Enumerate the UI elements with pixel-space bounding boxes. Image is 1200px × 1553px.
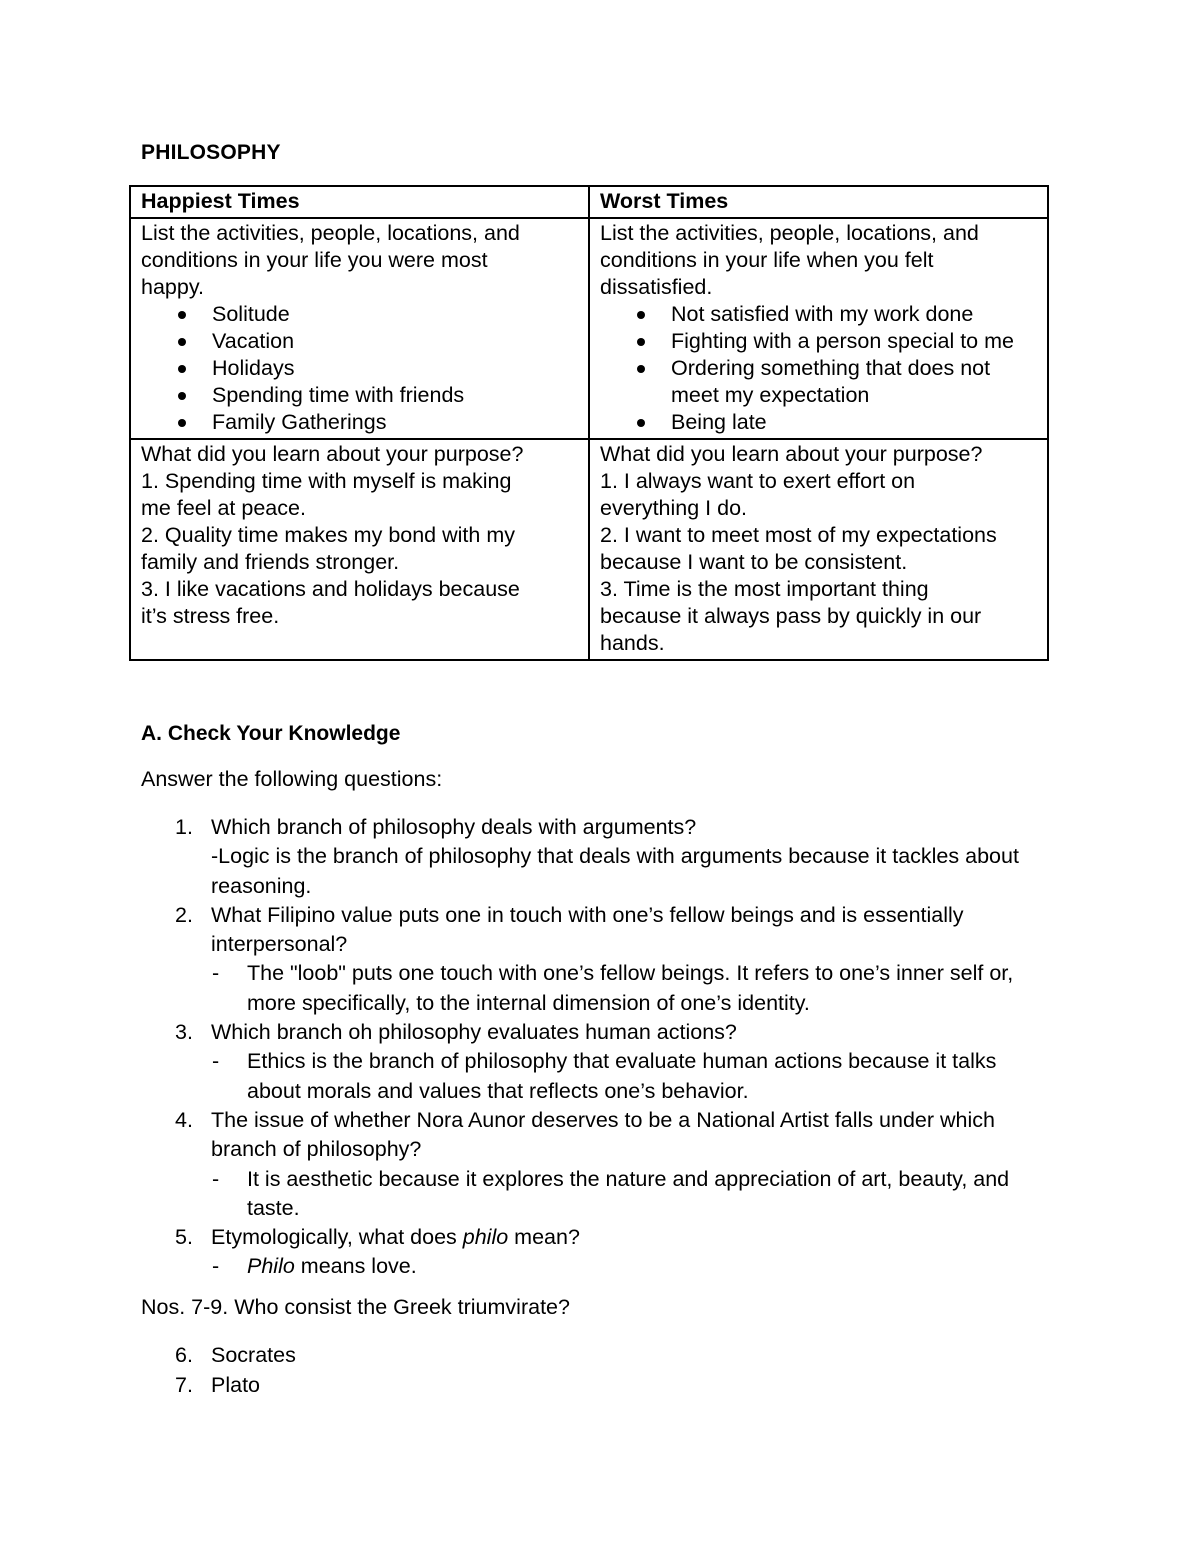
list-item: Vacation [141, 328, 578, 355]
question-number: 5. [175, 1225, 193, 1250]
question-text: Which branch of philosophy deals with arguments? [211, 815, 697, 839]
purpose-line: hands. [600, 631, 665, 655]
question-number: 2. [175, 902, 193, 927]
dash-marker: - [212, 1166, 220, 1191]
happiest-prompt-line: happy. [141, 275, 204, 299]
purpose-line: 2. I want to meet most of my expectations [600, 523, 997, 547]
list-item: Being late [600, 409, 1037, 436]
list-item: Family Gatherings [141, 409, 578, 436]
answer [211, 1047, 1056, 1106]
list-item: Spending time with friends [141, 382, 578, 409]
table-row [130, 218, 1048, 439]
purpose-line: 1. Spending time with myself is making [141, 469, 512, 493]
answer-text-italic: Philo [247, 1254, 295, 1279]
happiest-prompt-line: conditions in your life you were most [141, 248, 488, 272]
question-number: 3. [175, 1020, 193, 1045]
question-item [141, 813, 1056, 901]
purpose-line: 1. I always want to exert effort on [600, 469, 916, 493]
question-number: 1. [175, 815, 193, 839]
question-text [211, 1223, 1056, 1252]
question-text-part: mean? [508, 1225, 580, 1250]
philosopher-name: Plato [211, 1373, 261, 1397]
header-worst-times: Worst Times [589, 186, 1048, 218]
answer-text: means love. [294, 1254, 417, 1279]
happiest-cell [130, 218, 589, 439]
worst-prompt-line: dissatisfied. [600, 275, 713, 299]
dash-marker: - [212, 961, 220, 986]
purpose-line: because it always pass by quickly in our [600, 604, 982, 628]
purpose-line: 3. I like vacations and holidays because [141, 577, 520, 601]
question-item [141, 1106, 1056, 1223]
purpose-right-cell [589, 439, 1048, 660]
dash-marker: - [212, 1049, 220, 1074]
answer [211, 959, 1056, 1018]
table-header-row [130, 186, 1048, 218]
question-item [141, 1018, 1056, 1106]
dash-marker: - [212, 1254, 220, 1279]
section-title: A. Check Your Knowledge [141, 722, 401, 745]
triumvirate-prompt: Nos. 7-9. Who consist the Greek triumvirate? [141, 1295, 570, 1319]
question-item [141, 1223, 1056, 1282]
list-item: Fighting with a person special to me [600, 328, 1037, 355]
instructions: Answer the following questions: [141, 767, 443, 791]
purpose-line: me feel at peace. [141, 496, 306, 520]
list-item: Solitude [141, 301, 578, 328]
purpose-line: because I want to be consistent. [600, 550, 908, 574]
question-item [141, 901, 1056, 1018]
purpose-left-cell [130, 439, 589, 660]
philosopher-name: Socrates [211, 1343, 296, 1367]
list-item: Holidays [141, 355, 578, 382]
question-list [141, 813, 1056, 1282]
table-row [130, 439, 1048, 660]
purpose-question: What did you learn about your purpose? [141, 442, 524, 466]
question-number: 4. [175, 1107, 193, 1132]
answer-text: Ethics is the branch of philosophy that evaluate human actions because it talks about morals and values that reflects one’s behavior. [247, 1049, 997, 1103]
purpose-question: What did you learn about your purpose? [600, 442, 983, 466]
question-text-italic: philo [462, 1225, 509, 1250]
list-item [141, 1340, 741, 1370]
purpose-line: it’s stress free. [141, 604, 280, 628]
answer-text: -Logic is the branch of philosophy that deals with arguments because it tackles about reasoning. [211, 844, 1019, 898]
answer [211, 1252, 1056, 1281]
worst-list [600, 301, 1037, 436]
happiest-prompt-line: List the activities, people, locations, and [141, 221, 520, 245]
philosopher-list [141, 1340, 741, 1400]
worst-prompt-line: List the activities, people, locations, and [600, 221, 979, 245]
list-item [141, 1370, 741, 1400]
purpose-line: 2. Quality time makes my bond with my [141, 523, 515, 547]
worst-prompt-line: conditions in your life when you felt [600, 248, 934, 272]
header-happiest-times: Happiest Times [130, 186, 589, 218]
answer-text: The "loob" puts one touch with one’s fellow beings. It refers to one’s inner self or, more specifically, to the internal dimension of one’s identity. [247, 961, 1014, 1015]
answer-text: It is aesthetic because it explores the nature and appreciation of art, beauty, and taste. [247, 1166, 1010, 1220]
question-text: The issue of whether Nora Aunor deserves to be a National Artist falls under which branch of philosophy? [211, 1107, 995, 1162]
reflection-table [129, 185, 1049, 661]
page-title: PHILOSOPHY [141, 141, 281, 164]
question-text-part: Etymologically, what does [211, 1225, 463, 1250]
item-number: 6. [175, 1343, 193, 1367]
list-item: Not satisfied with my work done [600, 301, 1037, 328]
purpose-line: everything I do. [600, 496, 748, 520]
purpose-line: family and friends stronger. [141, 550, 400, 574]
question-text: Which branch oh philosophy evaluates human actions? [211, 1020, 737, 1045]
worst-cell [589, 218, 1048, 439]
item-number: 7. [175, 1373, 193, 1397]
answer [211, 1165, 1056, 1224]
list-item: Ordering something that does not meet my expectation [600, 355, 1037, 409]
question-text: What Filipino value puts one in touch with one’s fellow beings and is essentially interpersonal? [211, 902, 964, 957]
happiest-list [141, 301, 578, 436]
purpose-line: 3. Time is the most important thing [600, 577, 929, 601]
